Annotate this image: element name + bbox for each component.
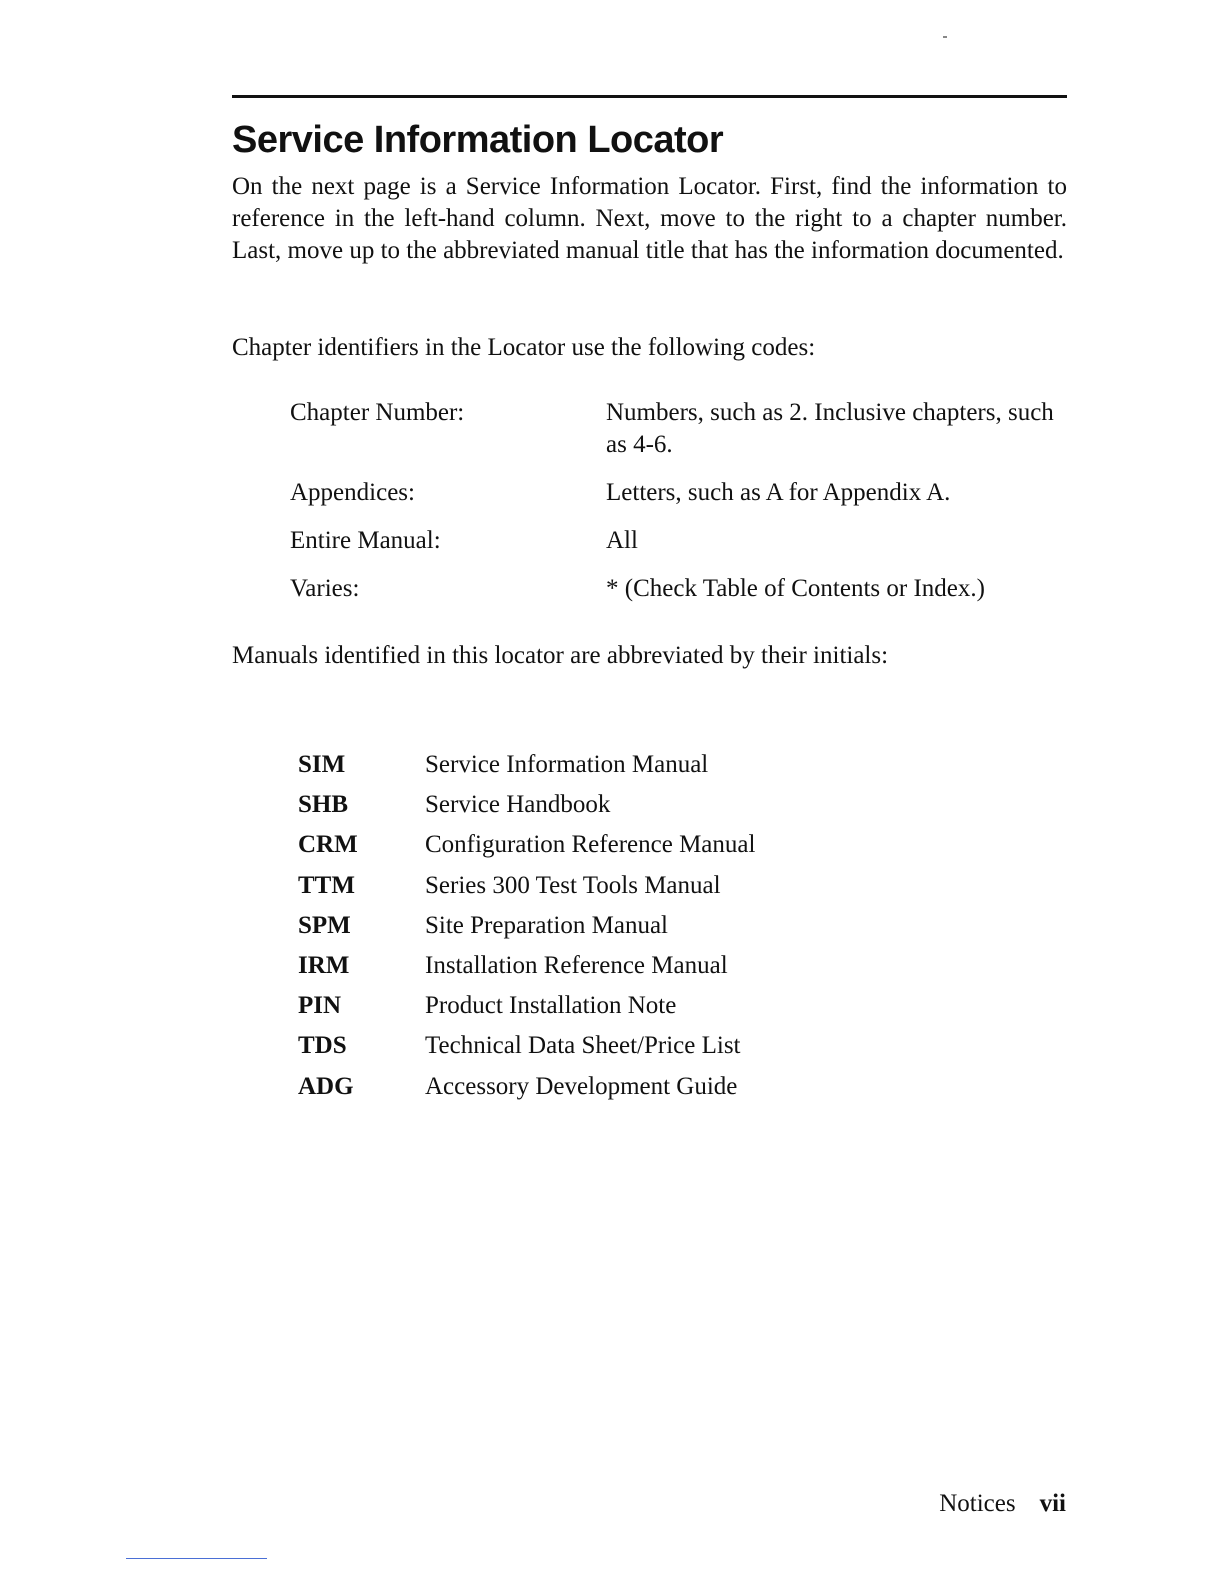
code-row-entire-manual — [290, 525, 1070, 557]
code-row-varies — [290, 573, 1070, 605]
manual-title: Configuration Reference Manual — [425, 831, 756, 859]
list-item — [298, 866, 755, 906]
code-label: Appendices: — [290, 479, 415, 506]
code-value: All — [606, 527, 638, 554]
code-row-chapter-number — [290, 397, 1070, 461]
page-number: vii — [1039, 1490, 1066, 1517]
page-footer — [939, 1488, 1066, 1520]
codes-intro-paragraph: Chapter identifiers in the Locator use the following codes: — [232, 334, 816, 361]
manual-abbreviation: TDS — [298, 1032, 347, 1060]
manual-title: Installation Reference Manual — [425, 952, 728, 980]
scan-mark — [943, 36, 947, 38]
manual-title: Technical Data Sheet/Price List — [425, 1032, 741, 1060]
manual-abbreviation: SHB — [298, 791, 349, 819]
code-value: Numbers, such as 2. Inclusive chapters, such as 4-6. — [606, 399, 1054, 458]
manual-title: Series 300 Test Tools Manual — [425, 871, 721, 899]
footer-section: Notices — [939, 1490, 1016, 1517]
code-label: Chapter Number: — [290, 399, 465, 426]
manual-title: Accessory Development Guide — [425, 1072, 738, 1100]
manual-title: Service Information Manual — [425, 751, 709, 778]
manual-title: Site Preparation Manual — [425, 911, 668, 939]
manual-abbreviation: TTM — [298, 871, 355, 899]
bottom-edge-line — [126, 1558, 267, 1559]
list-item — [298, 986, 755, 1026]
manual-title: Service Handbook — [425, 791, 611, 819]
code-row-appendices — [290, 477, 1070, 509]
manual-title: Product Installation Note — [425, 992, 677, 1020]
code-value: Letters, such as A for Appendix A. — [606, 479, 951, 506]
manual-abbreviation: PIN — [298, 992, 342, 1020]
list-item — [298, 745, 755, 785]
manual-abbreviations-list — [298, 745, 755, 1107]
list-item — [298, 1067, 755, 1107]
list-item — [298, 825, 755, 865]
chapter-codes-table — [290, 397, 1070, 605]
manual-abbreviation: ADG — [298, 1072, 354, 1100]
list-item — [298, 1026, 755, 1066]
code-label: Varies: — [290, 575, 360, 602]
manual-abbreviation: CRM — [298, 831, 358, 859]
list-item — [298, 906, 755, 946]
manuals-intro-paragraph: Manuals identified in this locator are abbreviated by their initials: — [232, 642, 889, 669]
top-rule — [232, 95, 1067, 98]
manual-abbreviation: SPM — [298, 911, 351, 939]
manual-abbreviation: IRM — [298, 952, 350, 980]
manual-abbreviation: SIM — [298, 751, 346, 778]
intro-paragraph: On the next page is a Service Information Locator. First, find the information to reference in the left-hand column. Next, move to the right to a chapter number. Last, move up to the abbreviated manual title that has the information documented. — [232, 173, 1067, 264]
code-label: Entire Manual: — [290, 527, 441, 554]
code-value: * (Check Table of Contents or Index.) — [606, 575, 985, 602]
list-item — [298, 946, 755, 986]
page-heading: Service Information Locator — [232, 119, 724, 161]
list-item — [298, 785, 755, 825]
